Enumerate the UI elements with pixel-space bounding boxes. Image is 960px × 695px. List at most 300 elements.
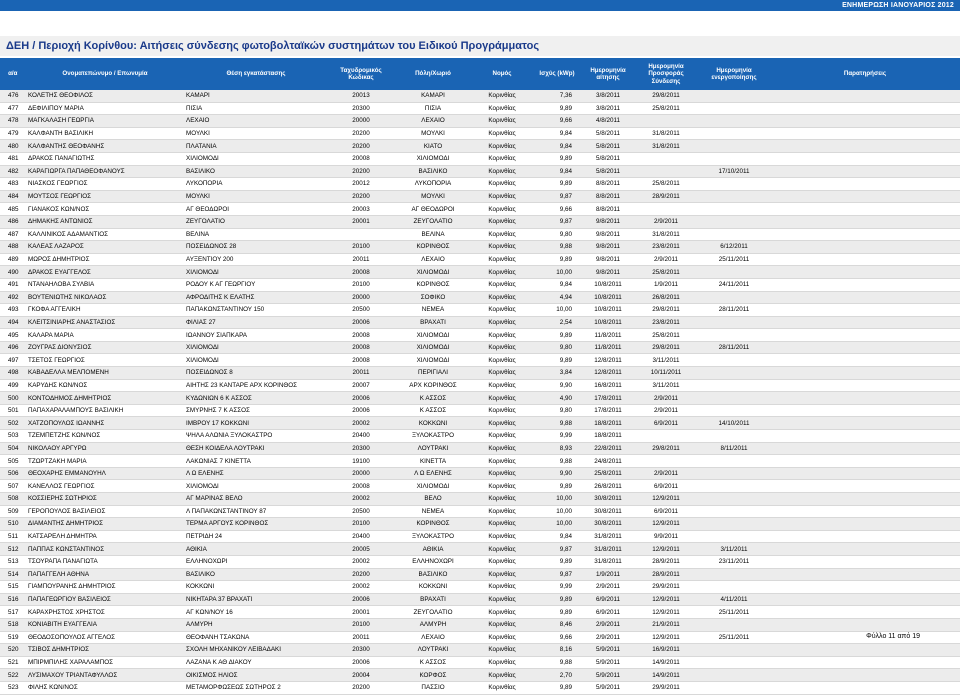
update-label: ΕΝΗΜΕΡΩΣΗ ΙΑΝΟΥΑΡΙΟΣ 2012: [842, 2, 954, 9]
activation-date-cell: 24/11/2011: [698, 278, 770, 291]
power-kwp-cell: 9,66: [532, 203, 582, 216]
col-postcode-header: Ταχυδρομικός Κώδικας: [328, 58, 394, 90]
city-cell: ΚΟΚΚΩΝΙ: [394, 417, 472, 430]
application-date-cell: 10/8/2011: [582, 278, 634, 291]
power-kwp-cell: 9,89: [532, 152, 582, 165]
row-number-cell: 506: [0, 467, 26, 480]
activation-date-cell: [698, 329, 770, 342]
postal-code-cell: 20200: [328, 127, 394, 140]
postal-code-cell: 20008: [328, 480, 394, 493]
applicant-name-cell: ΚΑΡΥΔΗΣ ΚΩΝ/ΝΟΣ: [26, 379, 184, 392]
remarks-cell: [770, 266, 960, 279]
applicant-name-cell: ΖΟΥΓΡΑΣ ΔΙΟΝΥΣΙΟΣ: [26, 341, 184, 354]
installation-location-cell: ΛΑΖΑΝΑ Κ ΑΘ ΔΙΑΚΟΥ: [184, 656, 328, 669]
city-cell: ΠΙΣΙΑ: [394, 102, 472, 115]
city-cell: Κ ΑΣΣΟΣ: [394, 656, 472, 669]
offer-date-cell: 25/8/2011: [634, 178, 698, 191]
activation-date-cell: [698, 178, 770, 191]
prefecture-cell: Κορινθίας: [472, 215, 532, 228]
installation-location-cell: ΜΕΤΑΜΟΡΦΩΣΕΩΣ ΣΩΤΗΡΟΣ 2: [184, 681, 328, 694]
row-number-cell: 482: [0, 165, 26, 178]
remarks-cell: [770, 304, 960, 317]
offer-date-cell: 12/9/2011: [634, 606, 698, 619]
application-date-cell: 1/9/2011: [582, 568, 634, 581]
installation-location-cell: ΘΕΟΦΑΝΗ ΤΣΑΚΩΝΑ: [184, 631, 328, 644]
row-number-cell: 497: [0, 354, 26, 367]
remarks-cell: [770, 581, 960, 594]
table-row: [0, 656, 960, 669]
power-kwp-cell: 9,87: [532, 215, 582, 228]
city-cell: ΞΥΛΟΚΑΣΤΡΟ: [394, 530, 472, 543]
installation-location-cell: ΠΑΠΑΚΩΝΣΤΑΝΤΙΝΟΥ 150: [184, 304, 328, 317]
city-cell: ΧΙΛΙΟΜΟΔΙ: [394, 354, 472, 367]
postal-code-cell: 20007: [328, 379, 394, 392]
postal-code-cell: 20006: [328, 593, 394, 606]
remarks-cell: [770, 656, 960, 669]
installation-location-cell: ΧΙΛΙΟΜΟΔΙ: [184, 354, 328, 367]
applicant-name-cell: ΠΑΠΠΑΣ ΚΩΝΣΤΑΝΤΙΝΟΣ: [26, 543, 184, 556]
power-kwp-cell: 9,88: [532, 241, 582, 254]
postal-code-cell: 20012: [328, 178, 394, 191]
power-kwp-cell: 9,89: [532, 480, 582, 493]
application-date-cell: 12/8/2011: [582, 354, 634, 367]
postal-code-cell: 20006: [328, 316, 394, 329]
prefecture-cell: Κορινθίας: [472, 493, 532, 506]
power-kwp-cell: 9,89: [532, 102, 582, 115]
city-cell: ΣΟΦΙΚΟ: [394, 291, 472, 304]
applicant-name-cell: ΠΑΠΑΓΓΕΛΗ ΑΘΗΝΑ: [26, 568, 184, 581]
table-row: [0, 505, 960, 518]
table-row: [0, 241, 960, 254]
remarks-cell: [770, 241, 960, 254]
installation-location-cell: ΕΛΛΗΝΟΧΩΡΙ: [184, 555, 328, 568]
postal-code-cell: 20001: [328, 215, 394, 228]
prefecture-cell: Κορινθίας: [472, 681, 532, 694]
prefecture-cell: Κορινθίας: [472, 417, 532, 430]
activation-date-cell: [698, 215, 770, 228]
city-cell: ΖΕΥΓΟΛΑΤΙΟ: [394, 215, 472, 228]
power-kwp-cell: 9,87: [532, 568, 582, 581]
postal-code-cell: 20005: [328, 543, 394, 556]
applicant-name-cell: ΤΖΩΡΤΖΑΚΗ ΜΑΡΙΑ: [26, 455, 184, 468]
application-date-cell: 26/8/2011: [582, 480, 634, 493]
row-number-cell: 491: [0, 278, 26, 291]
table-row: [0, 568, 960, 581]
postal-code-cell: 20001: [328, 606, 394, 619]
applicant-name-cell: ΘΕΟΧΑΡΗΣ ΕΜΜΑΝΟΥΗΛ: [26, 467, 184, 480]
row-number-cell: 521: [0, 656, 26, 669]
installation-location-cell: ΦΙΛΙΑΣ 27: [184, 316, 328, 329]
applicant-name-cell: ΚΑΛΦΑΝΤΗ ΒΑΣΙΛΙΚΗ: [26, 127, 184, 140]
application-date-cell: 30/8/2011: [582, 518, 634, 531]
city-cell: ΧΙΛΙΟΜΟΔΙ: [394, 329, 472, 342]
applicant-name-cell: ΚΑΡΑΓΙΩΡΓΑ ΠΑΠΑΘΕΟΦΑΝΟΥΣ: [26, 165, 184, 178]
row-number-cell: 483: [0, 178, 26, 191]
application-date-cell: 31/8/2011: [582, 543, 634, 556]
row-number-cell: 477: [0, 102, 26, 115]
top-banner: [0, 0, 960, 11]
application-date-cell: 8/8/2011: [582, 190, 634, 203]
activation-date-cell: [698, 530, 770, 543]
offer-date-cell: 14/9/2011: [634, 656, 698, 669]
installation-location-cell: ΙΩΑΝΝΟΥ ΣΙΑΠΚΑΡΑ: [184, 329, 328, 342]
application-date-cell: 10/8/2011: [582, 291, 634, 304]
installation-location-cell: ΧΙΛΙΟΜΟΔΙ: [184, 152, 328, 165]
postal-code-cell: 20004: [328, 669, 394, 682]
table-row: [0, 178, 960, 191]
postal-code-cell: 20011: [328, 367, 394, 380]
postal-code-cell: 20006: [328, 392, 394, 405]
applicant-name-cell: ΔΕΦΙΛΙΠΟΥ ΜΑΡΙΑ: [26, 102, 184, 115]
activation-date-cell: [698, 190, 770, 203]
offer-date-cell: 9/9/2011: [634, 530, 698, 543]
activation-date-cell: [698, 455, 770, 468]
table-row: [0, 102, 960, 115]
application-date-cell: 25/8/2011: [582, 467, 634, 480]
activation-date-cell: 14/10/2011: [698, 417, 770, 430]
prefecture-cell: Κορινθίας: [472, 593, 532, 606]
installation-location-cell: ΧΙΛΙΟΜΟΔΙ: [184, 266, 328, 279]
power-kwp-cell: 9,89: [532, 593, 582, 606]
table-row: [0, 329, 960, 342]
remarks-cell: [770, 618, 960, 631]
application-date-cell: 10/8/2011: [582, 304, 634, 317]
row-number-cell: 490: [0, 266, 26, 279]
table-row: [0, 190, 960, 203]
offer-date-cell: 2/9/2011: [634, 404, 698, 417]
power-kwp-cell: 9,89: [532, 178, 582, 191]
row-number-cell: 499: [0, 379, 26, 392]
remarks-cell: [770, 404, 960, 417]
application-date-cell: 10/8/2011: [582, 316, 634, 329]
power-kwp-cell: 9,87: [532, 190, 582, 203]
application-date-cell: 31/8/2011: [582, 555, 634, 568]
offer-date-cell: [634, 165, 698, 178]
application-date-cell: 31/8/2011: [582, 530, 634, 543]
prefecture-cell: Κορινθίας: [472, 341, 532, 354]
installation-location-cell: ΜΟΥΛΚΙ: [184, 190, 328, 203]
prefecture-cell: Κορινθίας: [472, 568, 532, 581]
postal-code-cell: 19100: [328, 455, 394, 468]
row-number-cell: 510: [0, 518, 26, 531]
offer-date-cell: 6/9/2011: [634, 505, 698, 518]
prefecture-cell: Κορινθίας: [472, 618, 532, 631]
installation-location-cell: ΜΟΥΛΚΙ: [184, 127, 328, 140]
offer-date-cell: 23/8/2011: [634, 316, 698, 329]
row-number-cell: 493: [0, 304, 26, 317]
remarks-cell: [770, 480, 960, 493]
power-kwp-cell: 9,89: [532, 555, 582, 568]
prefecture-cell: Κορινθίας: [472, 127, 532, 140]
row-number-cell: 522: [0, 669, 26, 682]
table-row: [0, 631, 960, 644]
power-kwp-cell: 3,84: [532, 367, 582, 380]
city-cell: ΒΕΛΙΝΑ: [394, 228, 472, 241]
installation-location-cell: ΒΑΣΙΛΙΚΟ: [184, 165, 328, 178]
postal-code-cell: 20003: [328, 203, 394, 216]
table-row: [0, 316, 960, 329]
applicant-name-cell: ΚΟΣΣΙΕΡΗΣ ΣΩΤΗΡΙΟΣ: [26, 493, 184, 506]
postal-code-cell: 20002: [328, 417, 394, 430]
postal-code-cell: 20002: [328, 493, 394, 506]
application-date-cell: 22/8/2011: [582, 442, 634, 455]
row-number-cell: 511: [0, 530, 26, 543]
application-date-cell: 30/8/2011: [582, 493, 634, 506]
power-kwp-cell: 9,84: [532, 140, 582, 153]
applications-table: [0, 58, 960, 695]
activation-date-cell: 4/11/2011: [698, 593, 770, 606]
activation-date-cell: [698, 404, 770, 417]
power-kwp-cell: 9,89: [532, 354, 582, 367]
postal-code-cell: 20300: [328, 644, 394, 657]
remarks-cell: [770, 329, 960, 342]
installation-location-cell: ΣΜΥΡΝΗΣ 7 Κ ΑΣΣΟΣ: [184, 404, 328, 417]
power-kwp-cell: 9,89: [532, 606, 582, 619]
application-date-cell: 2/9/2011: [582, 631, 634, 644]
installation-location-cell: ΑΦΡΟΔΙΤΗΣ Κ ΕΛΑΤΗΣ: [184, 291, 328, 304]
table-body: [0, 90, 960, 694]
postal-code-cell: 20100: [328, 241, 394, 254]
activation-date-cell: [698, 203, 770, 216]
remarks-cell: [770, 152, 960, 165]
power-kwp-cell: 9,84: [532, 278, 582, 291]
installation-location-cell: ΠΟΣΕΙΔΩΝΟΣ 28: [184, 241, 328, 254]
row-number-cell: 495: [0, 329, 26, 342]
application-date-cell: 4/8/2011: [582, 115, 634, 128]
city-cell: ΒΡΑΧΑΤΙ: [394, 316, 472, 329]
installation-location-cell: ΑΥΞΕΝΤΙΟΥ 200: [184, 253, 328, 266]
application-date-cell: 5/9/2011: [582, 656, 634, 669]
power-kwp-cell: 10,00: [532, 493, 582, 506]
applicant-name-cell: ΤΣΟΥΡΑΠΑ ΠΑΝΑΓΙΩΤΑ: [26, 555, 184, 568]
postal-code-cell: 20400: [328, 530, 394, 543]
activation-date-cell: [698, 115, 770, 128]
row-number-cell: 496: [0, 341, 26, 354]
row-number-cell: 488: [0, 241, 26, 254]
applicant-name-cell: ΘΕΟΔΟΣΟΠΟΥΛΟΣ ΑΓΓΕΛΟΣ: [26, 631, 184, 644]
application-date-cell: 11/8/2011: [582, 341, 634, 354]
city-cell: ΛΟΥΤΡΑΚΙ: [394, 644, 472, 657]
offer-date-cell: 26/8/2011: [634, 291, 698, 304]
row-number-cell: 479: [0, 127, 26, 140]
activation-date-cell: [698, 367, 770, 380]
power-kwp-cell: 9,90: [532, 379, 582, 392]
table-row: [0, 228, 960, 241]
application-date-cell: 17/8/2011: [582, 392, 634, 405]
row-number-cell: 505: [0, 455, 26, 468]
application-date-cell: 5/8/2011: [582, 127, 634, 140]
remarks-cell: [770, 367, 960, 380]
offer-date-cell: 25/8/2011: [634, 266, 698, 279]
application-date-cell: 5/8/2011: [582, 140, 634, 153]
offer-date-cell: 12/9/2011: [634, 518, 698, 531]
application-date-cell: 6/9/2011: [582, 593, 634, 606]
prefecture-cell: Κορινθίας: [472, 278, 532, 291]
city-cell: ΝΕΜΕΑ: [394, 505, 472, 518]
power-kwp-cell: 10,00: [532, 518, 582, 531]
installation-location-cell: ΖΕΥΓΟΛΑΤΙΟ: [184, 215, 328, 228]
remarks-cell: [770, 518, 960, 531]
offer-date-cell: 12/9/2011: [634, 593, 698, 606]
applicant-name-cell: ΚΑΝΕΛΛΟΣ ΓΕΩΡΓΙΟΣ: [26, 480, 184, 493]
remarks-cell: [770, 493, 960, 506]
remarks-cell: [770, 316, 960, 329]
city-cell: ΜΟΥΛΚΙ: [394, 190, 472, 203]
row-number-cell: 520: [0, 644, 26, 657]
offer-date-cell: [634, 455, 698, 468]
activation-date-cell: [698, 681, 770, 694]
table-row: [0, 618, 960, 631]
remarks-cell: [770, 631, 960, 644]
power-kwp-cell: 9,88: [532, 417, 582, 430]
activation-date-cell: 17/10/2011: [698, 165, 770, 178]
applicant-name-cell: ΒΟΥΤΕΝΙΩΤΗΣ ΝΙΚΟΛΑΟΣ: [26, 291, 184, 304]
installation-location-cell: ΒΕΛΙΝΑ: [184, 228, 328, 241]
application-date-cell: 5/8/2011: [582, 165, 634, 178]
table-row: [0, 518, 960, 531]
offer-date-cell: 21/9/2011: [634, 618, 698, 631]
activation-date-cell: [698, 480, 770, 493]
prefecture-cell: Κορινθίας: [472, 581, 532, 594]
power-kwp-cell: 9,80: [532, 228, 582, 241]
prefecture-cell: Κορινθίας: [472, 190, 532, 203]
installation-location-cell: ΛΕΧΑΙΟ: [184, 115, 328, 128]
offer-date-cell: 2/9/2011: [634, 467, 698, 480]
remarks-cell: [770, 606, 960, 619]
applicant-name-cell: ΓΙΑΝΑΚΟΣ ΚΩΝ/ΝΟΣ: [26, 203, 184, 216]
row-number-cell: 478: [0, 115, 26, 128]
postal-code-cell: 20100: [328, 518, 394, 531]
postal-code-cell: 20000: [328, 467, 394, 480]
power-kwp-cell: 9,89: [532, 681, 582, 694]
remarks-cell: [770, 455, 960, 468]
row-number-cell: 507: [0, 480, 26, 493]
remarks-cell: [770, 354, 960, 367]
prefecture-cell: Κορινθίας: [472, 379, 532, 392]
row-number-cell: 501: [0, 404, 26, 417]
activation-date-cell: [698, 392, 770, 405]
power-kwp-cell: 10,00: [532, 266, 582, 279]
prefecture-cell: Κορινθίας: [472, 669, 532, 682]
applicant-name-cell: ΠΑΠΑΓΕΩΡΓΙΟΥ ΒΑΣΙΛΕΙΟΣ: [26, 593, 184, 606]
applicant-name-cell: ΚΛΕΙΤΣΙΝΙΑΡΗΣ ΑΝΑΣΤΑΣΙΟΣ: [26, 316, 184, 329]
applicant-name-cell: ΚΑΛΑΡΑ ΜΑΡΙΑ: [26, 329, 184, 342]
application-date-cell: 3/8/2011: [582, 90, 634, 102]
prefecture-cell: Κορινθίας: [472, 631, 532, 644]
postal-code-cell: 20006: [328, 404, 394, 417]
row-number-cell: 512: [0, 543, 26, 556]
offer-date-cell: 14/9/2011: [634, 669, 698, 682]
col-location-header: Θέση εγκατάστασης: [184, 58, 328, 90]
prefecture-cell: Κορινθίας: [472, 467, 532, 480]
power-kwp-cell: 8,46: [532, 618, 582, 631]
table-row: [0, 493, 960, 506]
row-number-cell: 518: [0, 618, 26, 631]
col-power-header: Ισχύς (kWp): [532, 58, 582, 90]
power-kwp-cell: 4,90: [532, 392, 582, 405]
row-number-cell: 516: [0, 593, 26, 606]
activation-date-cell: [698, 618, 770, 631]
offer-date-cell: 23/8/2011: [634, 241, 698, 254]
applicant-name-cell: ΝΙΚΟΛΑΟΥ ΑΡΓΥΡΩ: [26, 442, 184, 455]
offer-date-cell: 10/11/2011: [634, 367, 698, 380]
application-date-cell: 3/8/2011: [582, 102, 634, 115]
application-date-cell: 5/9/2011: [582, 669, 634, 682]
row-number-cell: 504: [0, 442, 26, 455]
city-cell: Κ ΑΣΣΟΣ: [394, 392, 472, 405]
remarks-cell: [770, 430, 960, 443]
installation-location-cell: ΤΕΡΜΑ ΑΡΓΟΥΣ ΚΟΡΙΝΘΟΣ: [184, 518, 328, 531]
prefecture-cell: Κορινθίας: [472, 304, 532, 317]
title-bar: [0, 36, 960, 56]
offer-date-cell: [634, 203, 698, 216]
applicant-name-cell: ΔΗΜΑΚΗΣ ΑΝΤΩΝΙΟΣ: [26, 215, 184, 228]
offer-date-cell: 29/8/2011: [634, 304, 698, 317]
remarks-cell: [770, 278, 960, 291]
remarks-cell: [770, 165, 960, 178]
prefecture-cell: Κορινθίας: [472, 455, 532, 468]
application-date-cell: 16/8/2011: [582, 379, 634, 392]
city-cell: ΧΙΛΙΟΜΟΔΙ: [394, 152, 472, 165]
prefecture-cell: Κορινθίας: [472, 480, 532, 493]
remarks-cell: [770, 228, 960, 241]
activation-date-cell: [698, 430, 770, 443]
activation-date-cell: [698, 518, 770, 531]
prefecture-cell: Κορινθίας: [472, 102, 532, 115]
prefecture-cell: Κορινθίας: [472, 203, 532, 216]
remarks-cell: [770, 681, 960, 694]
remarks-cell: [770, 90, 960, 102]
row-number-cell: 484: [0, 190, 26, 203]
prefecture-cell: Κορινθίας: [472, 354, 532, 367]
table-row: [0, 555, 960, 568]
offer-date-cell: 12/9/2011: [634, 493, 698, 506]
city-cell: ΕΛΛΗΝΟΧΩΡΙ: [394, 555, 472, 568]
offer-date-cell: 25/8/2011: [634, 102, 698, 115]
city-cell: Λ Ω ΕΛΕΝΗΣ: [394, 467, 472, 480]
power-kwp-cell: 9,99: [532, 430, 582, 443]
city-cell: ΑΛΜΥΡΗ: [394, 618, 472, 631]
table-row: [0, 115, 960, 128]
page-title: ΔΕΗ / Περιοχή Κορίνθου: Αιτήσεις σύνδεσης φωτοβολταϊκών συστημάτων του Ειδικού Προγράμματος: [6, 40, 540, 52]
offer-date-cell: [634, 152, 698, 165]
applicant-name-cell: ΚΑΡΑΧΡΗΣΤΟΣ ΧΡΗΣΤΟΣ: [26, 606, 184, 619]
activation-date-cell: [698, 90, 770, 102]
city-cell: ΝΕΜΕΑ: [394, 304, 472, 317]
activation-date-cell: 28/11/2011: [698, 341, 770, 354]
offer-date-cell: 2/9/2011: [634, 253, 698, 266]
prefecture-cell: Κορινθίας: [472, 404, 532, 417]
table-row: [0, 304, 960, 317]
row-number-cell: 503: [0, 430, 26, 443]
applicant-name-cell: ΚΟΝΤΟΔΗΜΟΣ ΔΗΜΗΤΡΙΟΣ: [26, 392, 184, 405]
application-date-cell: 18/8/2011: [582, 417, 634, 430]
row-number-cell: 500: [0, 392, 26, 405]
prefecture-cell: Κορινθίας: [472, 430, 532, 443]
city-cell: ΑΡΧ ΚΟΡΙΝΘΟΣ: [394, 379, 472, 392]
remarks-cell: [770, 127, 960, 140]
remarks-cell: [770, 291, 960, 304]
application-date-cell: 12/8/2011: [582, 367, 634, 380]
prefecture-cell: Κορινθίας: [472, 367, 532, 380]
postal-code-cell: 20200: [328, 681, 394, 694]
installation-location-cell: ΛΥΚΟΠΟΡΙΑ: [184, 178, 328, 191]
remarks-cell: [770, 140, 960, 153]
installation-location-cell: ΡΟΔΟΥ Κ ΑΓ ΓΕΩΡΓΙΟΥ: [184, 278, 328, 291]
remarks-cell: [770, 669, 960, 682]
offer-date-cell: 28/9/2011: [634, 568, 698, 581]
application-date-cell: 9/8/2011: [582, 241, 634, 254]
